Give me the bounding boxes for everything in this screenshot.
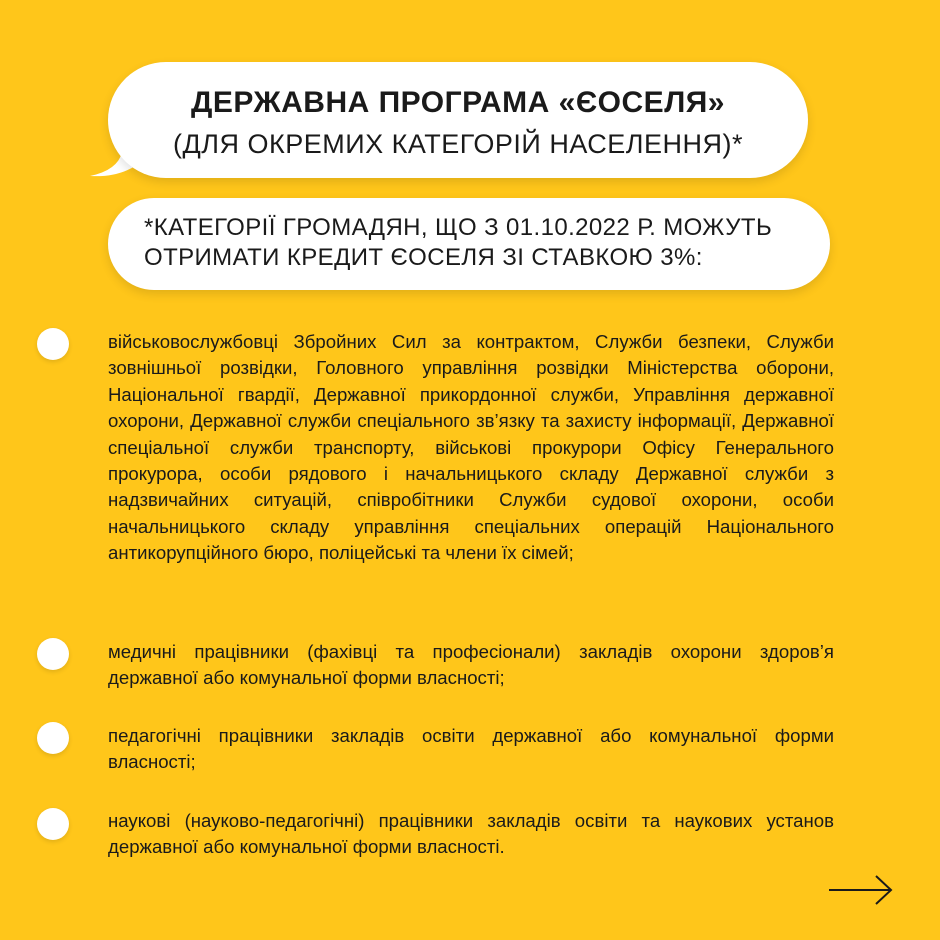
list-item-text: медичні працівники (фахівці та професіонали) закладів охорони здоров’я державної або комунальної форми власності; bbox=[108, 641, 834, 689]
categories-bubble bbox=[108, 198, 830, 290]
title-bubble bbox=[108, 62, 808, 178]
arrow-right-icon[interactable] bbox=[826, 870, 896, 910]
list-item-text: педагогічні працівники закладів освіти державної або комунальної форми власності; bbox=[108, 725, 834, 773]
bullet-dot bbox=[37, 808, 69, 840]
list-item-text: наукові (науково-педагогічні) працівники закладів освіти та наукових установ державної або комунальної форми власності. bbox=[108, 810, 834, 858]
categories-heading-line2: ОТРИМАТИ КРЕДИТ ЄОСЕЛЯ ЗІ СТАВКОЮ 3%: bbox=[144, 244, 703, 271]
page-title: ДЕРЖАВНА ПРОГРАМА «ЄОСЕЛЯ» bbox=[191, 86, 725, 119]
list-item-text: військовослужбовці Збройних Сил за контрактом, Служби безпеки, Служби зовнішньої розвідки, Головного управління розвідки Міністерства оборони, Національної гвардії, Державної прикордонної служби, Управління державної охорони, Державної служби спеціального зв’язку та захисту інформації, Державної спеціальної служби транспорту, військові прокурори Офісу Генерального прокурора, особи рядового і начальницького складу Державної служби з надзвичайних ситуацій, співробітники Служби судової охорони, особи начальницького складу управління спеціальних операцій Національного антикорупційного бюро, поліцейські та члени їх сімей; bbox=[108, 331, 834, 564]
bullet-dot bbox=[37, 328, 69, 360]
bullet-dot bbox=[37, 722, 69, 754]
bullet-dot bbox=[37, 638, 69, 670]
categories-heading-line1: *КАТЕГОРІЇ ГРОМАДЯН, ЩО З 01.10.2022 Р. МОЖУТЬ bbox=[144, 214, 773, 241]
categories-heading bbox=[144, 213, 810, 273]
page-subtitle: (ДЛЯ ОКРЕМИХ КАТЕГОРІЙ НАСЕЛЕННЯ)* bbox=[173, 129, 743, 159]
